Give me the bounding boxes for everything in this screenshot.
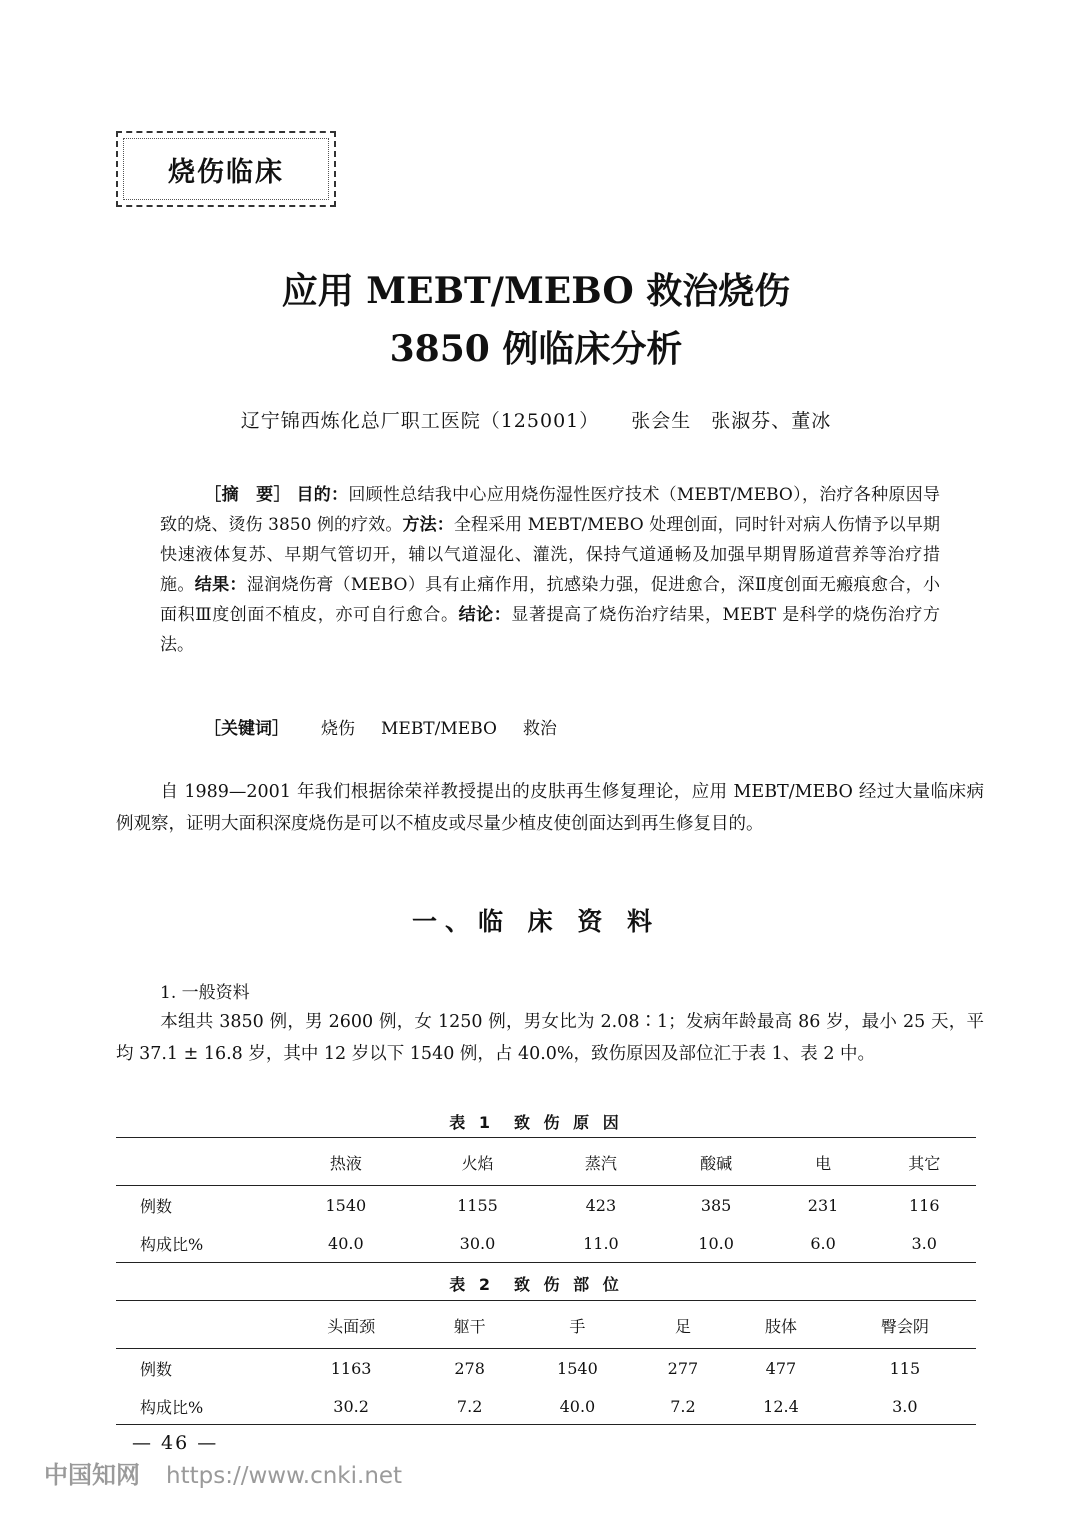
intro-paragraph [116, 776, 984, 840]
table-cell: 11.0 [583, 1233, 619, 1253]
keywords [204, 714, 583, 739]
column-header: 蒸汽 [543, 1139, 658, 1186]
paragraph-text: 本组共 3850 例，男 2600 例，女 1250 例，男女比为 2.08∶1；发病年龄最高 86 岁，最小 25 天，平均 37.1 ± 16.8 岁，其中 12 岁以下 1540 例，占 40.0%，致伤原因及部位汇于表 1、表 2 中。 [116, 1012, 984, 1064]
table1-caption: 表 1 致 伤 原 因 [449, 1113, 623, 1132]
title-line-1: 应用 MEBT/MEBO 救治烧伤 [281, 270, 791, 312]
keyword: 救治 [522, 719, 557, 739]
column-header: 火焰 [412, 1139, 544, 1186]
section-label: 烧伤临床 [168, 156, 284, 188]
table-cell: 7.2 [456, 1396, 483, 1416]
abstract [160, 480, 940, 660]
table1-top-rule [116, 1137, 976, 1138]
table-cell: 40.0 [328, 1233, 364, 1253]
keyword: 烧伤 [321, 719, 355, 739]
table-cell: 3.0 [911, 1233, 937, 1253]
table-cell: 30.2 [333, 1396, 369, 1416]
column-header: 躯干 [422, 1302, 517, 1349]
article-title [0, 262, 1072, 378]
authors: 张会生 张淑芬、董冰 [631, 410, 832, 432]
keyword: MEBT/MEBO [381, 719, 497, 739]
watermark [44, 1455, 402, 1490]
column-header: 手 [517, 1302, 638, 1349]
column-header: 肢体 [728, 1302, 834, 1349]
table-cell: 7.2 [670, 1396, 696, 1416]
column-header: 热液 [280, 1139, 412, 1186]
result-text: 湿润烧伤膏（MEBO）具有止痛作用，抗感染力强，促进愈合，深Ⅱ度创面无瘢痕愈合，小面积Ⅲ度创面不植皮，亦可自行愈合。 [160, 575, 940, 625]
table-cell: 423 [585, 1195, 617, 1215]
keywords-label: ［关键词］ [204, 719, 289, 739]
result-label: 结果： [194, 575, 247, 595]
table-cell: 231 [807, 1195, 839, 1215]
table-cell: 116 [908, 1195, 940, 1215]
section-label-box [116, 131, 336, 207]
purpose-text: 回顾性总结我中心应用烧伤湿性医疗技术（MEBT/MEBO），治疗各种原因导致的烧、烫伤 3850 例的疗效。 [160, 485, 941, 535]
table-row [116, 1186, 976, 1225]
table-header-row [116, 1302, 976, 1349]
column-header: 其它 [872, 1139, 976, 1186]
table1 [116, 1139, 976, 1262]
row-label: 例数 [140, 1196, 173, 1216]
table-cell: 477 [765, 1358, 797, 1378]
table-cell: 6.0 [810, 1233, 836, 1253]
table-cell: 1540 [325, 1195, 367, 1215]
watermark-brand: 中国知网 [44, 1461, 140, 1489]
page-number: — 46 — [132, 1432, 219, 1454]
section-heading: 一、临 床 资 料 [411, 907, 661, 936]
table-cell: 277 [667, 1358, 699, 1378]
column-header: 臀会阴 [834, 1302, 976, 1349]
table-cell: 12.4 [763, 1396, 799, 1416]
abstract-label: ［摘 要］ [204, 485, 291, 505]
row-label: 例数 [140, 1359, 173, 1379]
row-label: 构成比% [140, 1234, 204, 1254]
column-header: 足 [638, 1302, 728, 1349]
table-header-row [116, 1139, 976, 1186]
table2-bottom-rule [116, 1424, 976, 1425]
author-line [0, 406, 1072, 433]
table-cell: 1155 [457, 1195, 498, 1215]
method-text: 全程采用 MEBT/MEBO 处理创面，同时针对病人伤情予以早期快速液体复苏、早期气管切开，辅以气道湿化、灌洗，保持气道通畅及加强早期胃肠道营养等治疗措施。 [160, 515, 941, 595]
intro-text: 自 1989—2001 年我们根据徐荣祥教授提出的皮肤再生修复理论，应用 MEBT/MEBO 经过大量临床病例观察，证明大面积深度烧伤是可以不植皮或尽量少植皮使创面达到再生修复目的。 [116, 782, 984, 834]
table-row [116, 1387, 976, 1425]
column-header: 电 [774, 1139, 873, 1186]
table-row [116, 1349, 976, 1388]
table-cell: 10.0 [698, 1233, 734, 1253]
table-row [116, 1224, 976, 1262]
table-cell: 385 [700, 1195, 732, 1215]
table2-top-rule [116, 1300, 976, 1301]
row-label: 构成比% [140, 1397, 204, 1417]
table-cell: 1163 [330, 1358, 372, 1378]
table-cell: 278 [454, 1358, 485, 1378]
conclusion-label: 结论： [458, 605, 512, 625]
table-cell: 115 [889, 1358, 921, 1378]
column-header: 酸碱 [659, 1139, 774, 1186]
subheading: 1. 一般资料 [160, 983, 250, 1003]
table-cell: 30.0 [459, 1233, 496, 1253]
table1-bottom-rule [116, 1262, 976, 1263]
method-label: 方法： [402, 515, 454, 535]
table-cell: 40.0 [559, 1396, 596, 1416]
table-cell: 1540 [557, 1358, 598, 1378]
table-cell: 3.0 [892, 1396, 918, 1416]
general-data-paragraph [116, 1006, 984, 1070]
title-line-2: 3850 例临床分析 [389, 328, 683, 370]
watermark-url: https://www.cnki.net [166, 1463, 403, 1489]
table2 [116, 1302, 976, 1425]
affiliation: 辽宁锦西炼化总厂职工医院（125001） [240, 410, 600, 432]
conclusion-text: 显著提高了烧伤治疗结果，MEBT 是科学的烧伤治疗方法。 [160, 605, 940, 655]
column-header: 头面颈 [280, 1302, 422, 1349]
table2-caption: 表 2 致 伤 部 位 [449, 1275, 623, 1294]
purpose-label: 目的： [296, 485, 349, 505]
